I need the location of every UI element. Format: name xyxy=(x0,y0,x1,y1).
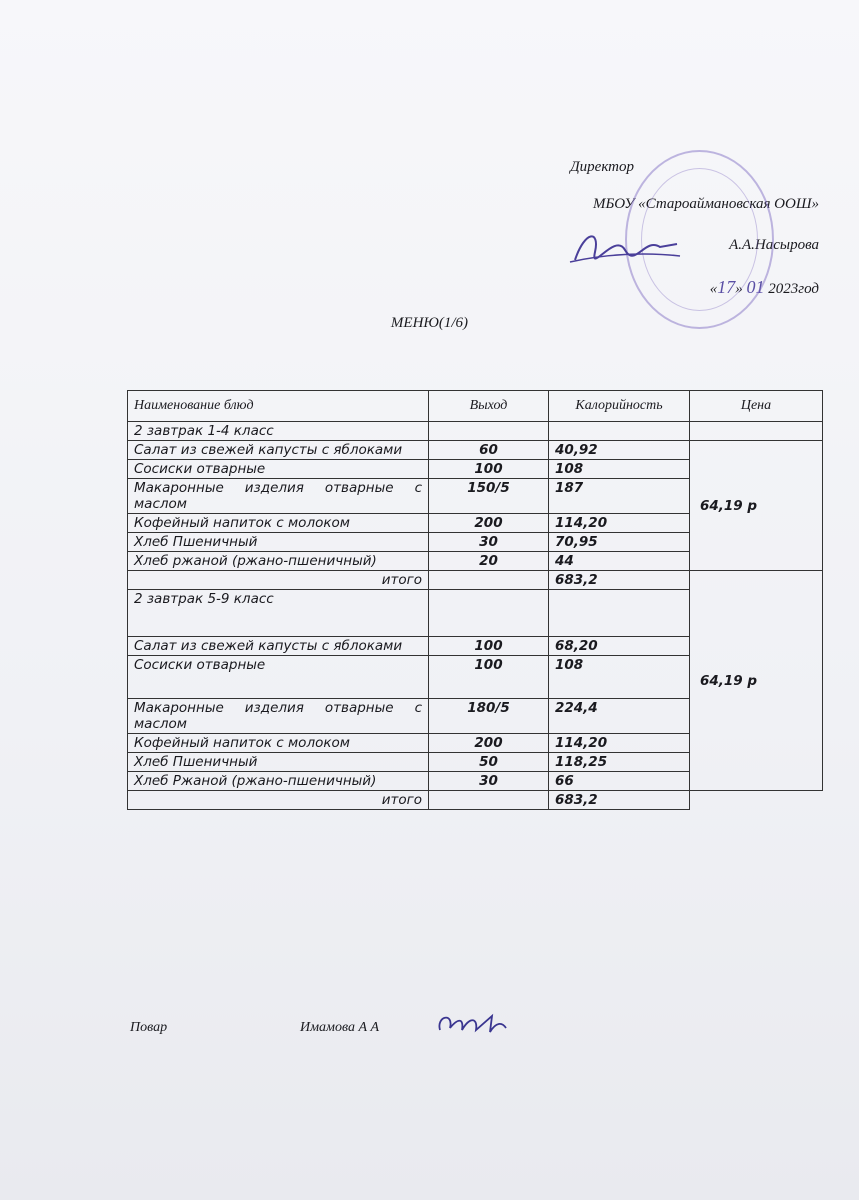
section-price: 64,19 р xyxy=(690,571,823,791)
total-row xyxy=(128,571,823,590)
total-row xyxy=(128,791,823,810)
dish-name: Салат из свежей капусты с яблоками xyxy=(128,637,429,656)
dish-name: Сосиски отварные xyxy=(128,656,429,699)
cook-signature xyxy=(432,1006,512,1042)
date-quote-open: « xyxy=(709,281,718,297)
total-label: итого xyxy=(128,791,429,810)
header-portion: Выход xyxy=(429,391,549,422)
dish-kcal: 108 xyxy=(549,460,690,479)
section-title: 2 завтрак 1-4 класс xyxy=(128,422,429,441)
cook-name: Имамова А А xyxy=(300,1020,380,1035)
dish-name: Макаронные изделия отварные с маслом xyxy=(128,699,429,734)
total-label: итого xyxy=(128,571,429,590)
cook-label: Повар xyxy=(130,1020,168,1035)
dish-portion: 200 xyxy=(429,734,549,753)
dish-kcal: 44 xyxy=(549,552,690,571)
footer xyxy=(130,1020,630,1040)
dish-name: Макаронные изделия отварные с маслом xyxy=(128,479,429,514)
dish-portion: 150/5 xyxy=(429,479,549,514)
dish-name: Кофейный напиток с молоком xyxy=(128,514,429,533)
dish-name: Хлеб ржаной (ржано-пшеничный) xyxy=(128,552,429,571)
dish-kcal: 70,95 xyxy=(549,533,690,552)
section-title-row xyxy=(128,422,823,441)
dish-kcal: 66 xyxy=(549,772,690,791)
dish-portion: 20 xyxy=(429,552,549,571)
header-row xyxy=(128,391,823,422)
dish-kcal: 68,20 xyxy=(549,637,690,656)
dish-kcal: 108 xyxy=(549,656,690,699)
dish-kcal: 40,92 xyxy=(549,441,690,460)
dish-portion: 100 xyxy=(429,460,549,479)
date-quote-close: » xyxy=(735,281,743,297)
dish-portion: 60 xyxy=(429,441,549,460)
dish-portion: 50 xyxy=(429,753,549,772)
section-title: 2 завтрак 5-9 класс xyxy=(128,590,429,637)
dish-name: Хлеб Пшеничный xyxy=(128,533,429,552)
dish-name: Сосиски отварные xyxy=(128,460,429,479)
table-row xyxy=(128,441,823,460)
date-month: 01 xyxy=(746,277,765,297)
dish-kcal: 114,20 xyxy=(549,734,690,753)
director-signature xyxy=(565,222,685,272)
director-title: Директор xyxy=(570,159,634,175)
menu-table xyxy=(127,390,823,810)
section-price: 64,19 р xyxy=(690,441,823,571)
dish-name: Салат из свежей капусты с яблоками xyxy=(128,441,429,460)
dish-portion: 30 xyxy=(429,533,549,552)
header-price: Цена xyxy=(690,391,823,422)
total-value: 683,2 xyxy=(549,571,690,590)
header-dish: Наименование блюд xyxy=(128,391,429,422)
dish-portion: 200 xyxy=(429,514,549,533)
dish-name: Кофейный напиток с молоком xyxy=(128,734,429,753)
dish-kcal: 114,20 xyxy=(549,514,690,533)
header-kcal: Калорийность xyxy=(549,391,690,422)
dish-kcal: 187 xyxy=(549,479,690,514)
total-value: 683,2 xyxy=(549,791,690,810)
director-name: А.А.Насырова xyxy=(729,237,819,253)
dish-portion: 100 xyxy=(429,637,549,656)
date-day: 17 xyxy=(717,277,736,297)
school-name: МБОУ «Староаймановская ООШ» xyxy=(592,196,819,212)
menu-heading: МЕНЮ(1/6) xyxy=(390,315,469,331)
dish-name: Хлеб Ржаной (ржано-пшеничный) xyxy=(128,772,429,791)
dish-portion: 100 xyxy=(429,656,549,699)
dish-kcal: 118,25 xyxy=(549,753,690,772)
dish-name: Хлеб Пшеничный xyxy=(128,753,429,772)
dish-portion: 180/5 xyxy=(429,699,549,734)
dish-kcal: 224,4 xyxy=(549,699,690,734)
date-year: 2023год xyxy=(768,281,819,297)
dish-portion: 30 xyxy=(429,772,549,791)
